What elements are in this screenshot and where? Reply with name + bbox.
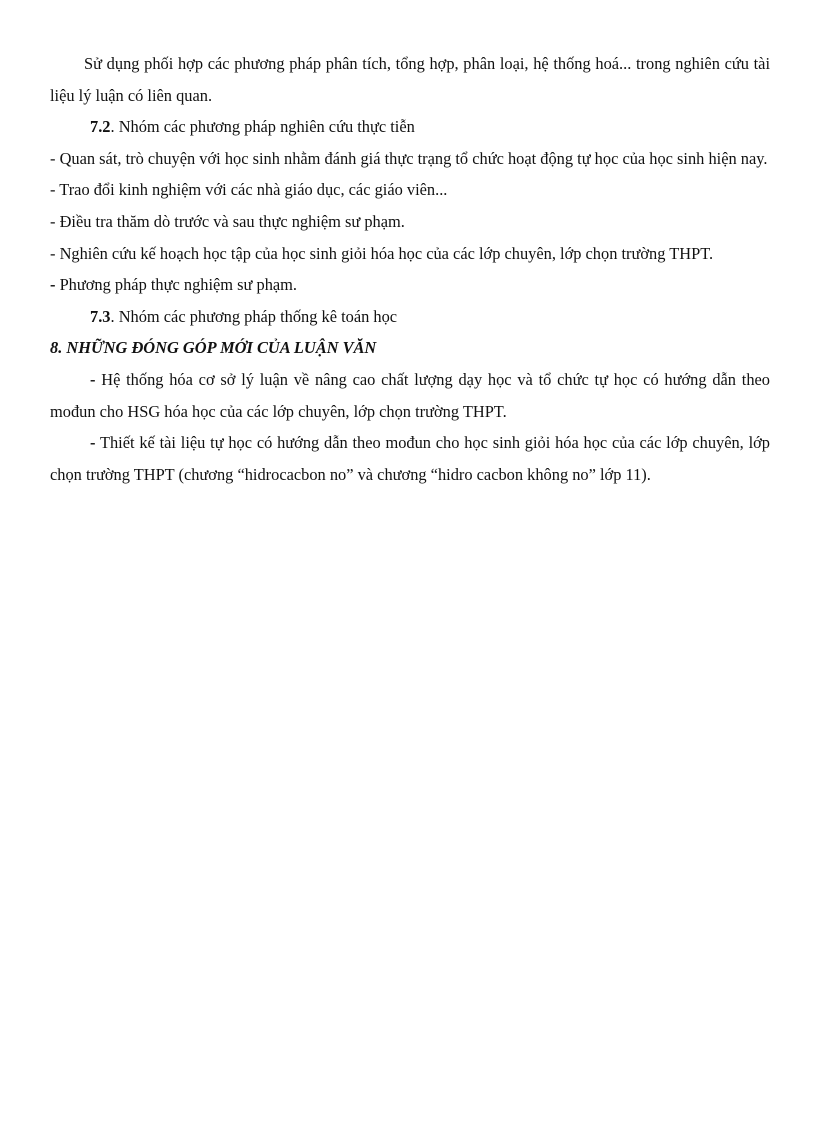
bullet-dash: - <box>90 433 96 453</box>
bullet-dash: - <box>50 211 56 231</box>
list-item <box>50 238 770 270</box>
bullet-dash: - <box>50 180 56 200</box>
list-item-text: Nghiên cứu kế hoạch học tập của học sinh giỏi hóa học của các lớp chuyên, lớp chọn trường THPT. <box>55 243 714 263</box>
list-item <box>50 143 770 175</box>
section-7-3-heading <box>50 301 770 333</box>
list-item-text: Hệ thống hóa cơ sở lý luận về nâng cao chất lượng dạy học và tổ chức tự học có hướng dẫn theo mođun cho HSG hóa học của các lớp chuyên, lớp chọn trường THPT. <box>50 369 770 421</box>
list-item <box>50 427 770 490</box>
list-item <box>50 364 770 427</box>
list-item-text: Thiết kế tài liệu tự học có hướng dẫn theo mođun cho học sinh giỏi hóa học của các lớp chuyên, lớp chọn trường THPT (chương “hidrocacbon no” và chương “hidro cacbon không no” lớp 11). <box>50 433 770 484</box>
section-title: . Nhóm các phương pháp thống kê toán học <box>110 306 398 326</box>
paragraph-intro: Sử dụng phối hợp các phương pháp phân tích, tổng hợp, phân loại, hệ thống hoá... trong nghiên cứu tài liệu lý luận có liên quan. <box>50 54 770 105</box>
bullet-dash: - <box>50 275 56 295</box>
list-item-text: Điều tra thăm dò trước và sau thực nghiệm sư phạm. <box>55 211 405 231</box>
list-item-text: Quan sát, trò chuyện với học sinh nhằm đánh giá thực trạng tổ chức hoạt động tự học của học sinh hiện nay. <box>55 148 768 168</box>
bullet-dash: - <box>50 243 56 263</box>
section-title: . Nhóm các phương pháp nghiên cứu thực tiễn <box>110 117 415 137</box>
section-7-2-heading <box>50 111 770 143</box>
bullet-dash: - <box>50 148 56 168</box>
document-body <box>50 48 770 490</box>
section-number: 7.2 <box>90 117 111 137</box>
list-item-text: Trao đổi kinh nghiệm với các nhà giáo dục, các giáo viên... <box>55 180 448 200</box>
list-item <box>50 206 770 238</box>
section-number: 7.3 <box>90 306 111 326</box>
section-8-heading: 8. NHỮNG ĐÓNG GÓP MỚI CỦA LUẬN VĂN <box>50 338 377 358</box>
list-item <box>50 269 770 301</box>
bullet-dash: - <box>90 369 96 389</box>
list-item <box>50 174 770 206</box>
list-item-text: Phương pháp thực nghiệm sư phạm. <box>55 275 298 295</box>
